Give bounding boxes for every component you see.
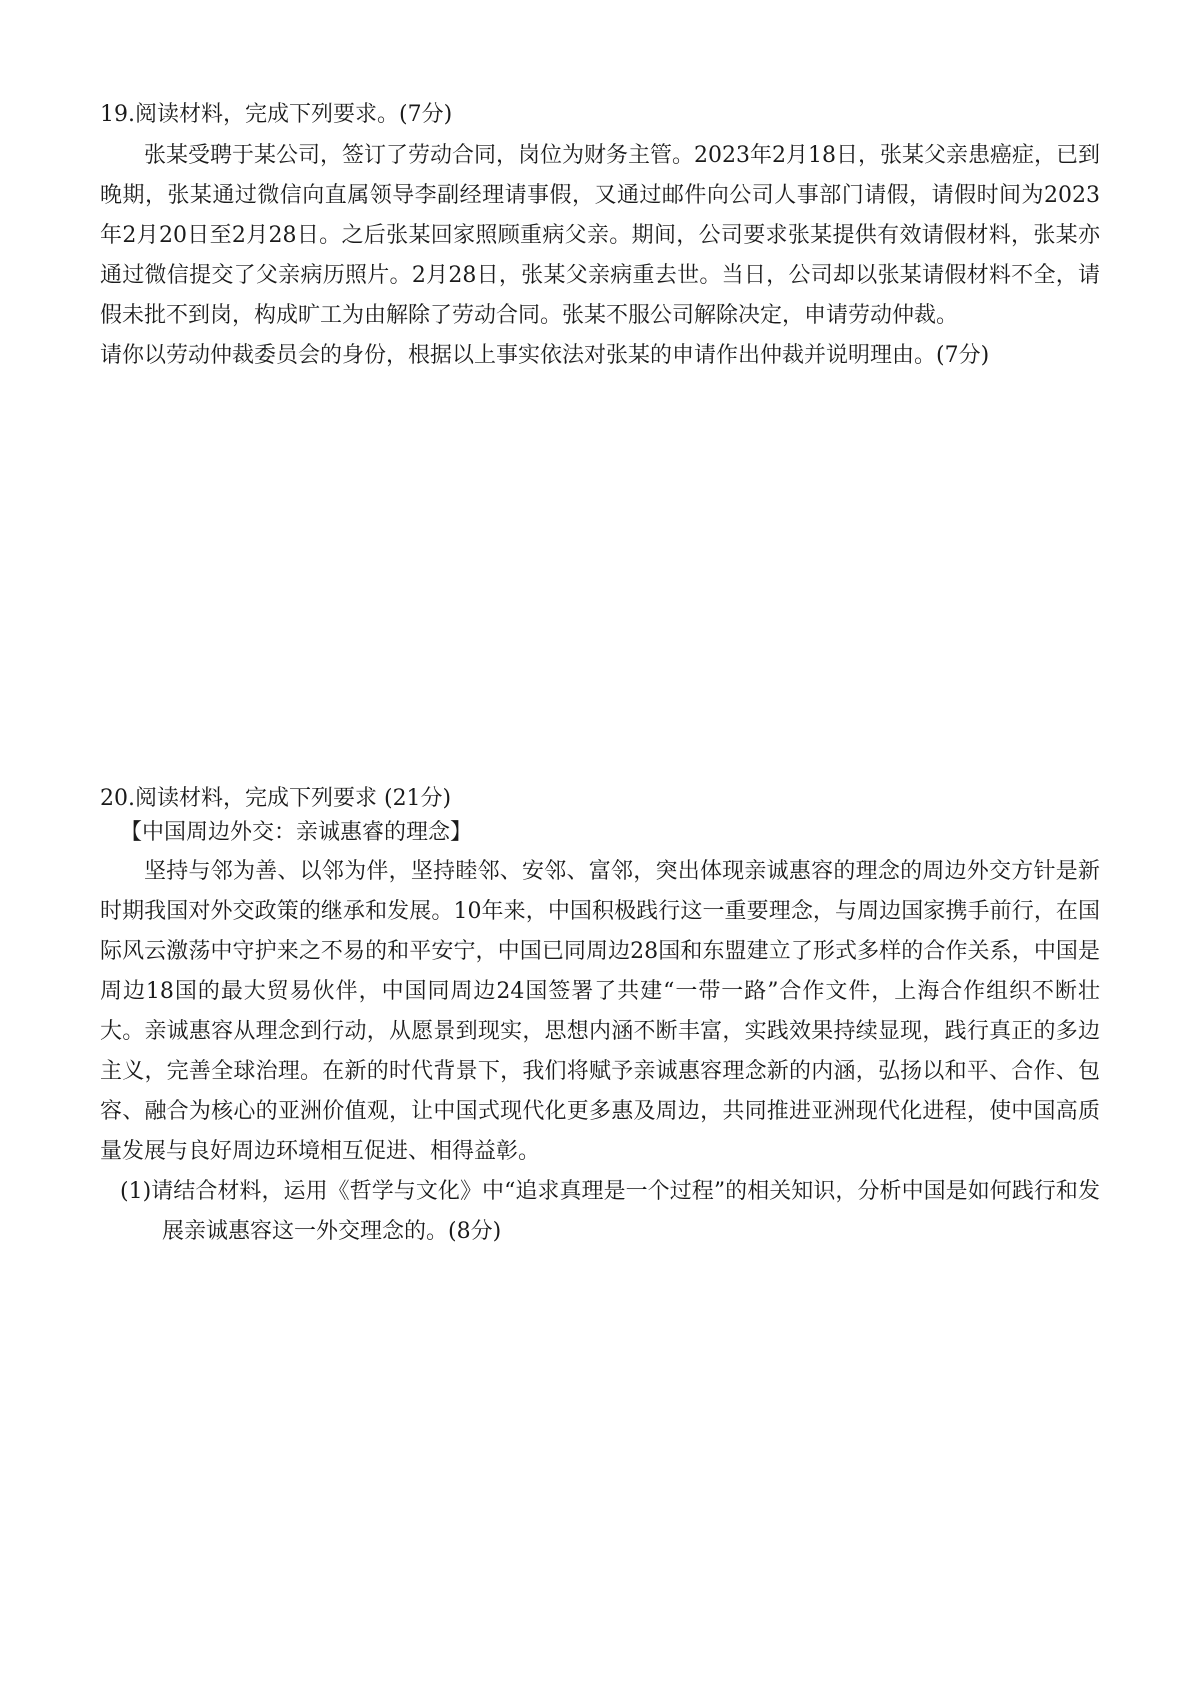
question-20-material: 坚持与邻为善、以邻为伴，坚持睦邻、安邻、富邻，突出体现亲诚惠容的理念的周边外交方针是新时期我国对外交政策的继承和发展。10年来，中国积极践行这一重要理念，与周边国家携手前行，在国际风云激荡中守护来之不易的和平安宁，中国已同周边28国和东盟建立了形式多样的合作关系，中国是周边18国的最大贸易伙伴，中国同周边24国签署了共建“一带一路”合作文件，上海合作组织不断壮大。亲诚惠容从理念到行动，从愿景到现实，思想内涵不断丰富，实践效果持续显现，践行真正的多边主义，完善全球治理。在新的时代背景下，我们将赋予亲诚惠容理念新的内涵，弘扬以和平、合作、包容、融合为核心的亚洲价值观，让中国式现代化更多惠及周边，共同推进亚洲现代化进程，使中国高质量发展与良好周边环境相互促进、相得益彰。	[100, 859, 1100, 1164]
question-19-material: 张某受聘于某公司，签订了劳动合同，岗位为财务主管。2023年2月18日，张某父亲患癌症，已到晚期，张某通过微信向直属领导李副经理请事假，又通过邮件向公司人事部门请假，请假时间为2023年2月20日至2月28日。之后张某回家照顾重病父亲。期间，公司要求张某提供有效请假材料，张某亦通过微信提交了父亲病历照片。2月28日，张某父亲病重去世。当日，公司却以张某请假材料不全，请假未批不到岗，构成旷工为由解除了劳动合同。张某不服公司解除决定，申请劳动仲裁。	[100, 143, 1100, 328]
question-19	[100, 98, 1100, 376]
question-20	[100, 782, 1100, 1252]
question-19-title: 19.阅读材料，完成下列要求。(7分)	[100, 102, 453, 127]
question-19-requirement: 请你以劳动仲裁委员会的身份，根据以上事实依法对张某的申请作出仲裁并说明理由。(7分)	[100, 343, 990, 368]
question-20-title: 20.阅读材料，完成下列要求 (21分)	[100, 786, 452, 811]
question-20-sub-question-1: (1)请结合材料，运用《哲学与文化》中“追求真理是一个过程”的相关知识，分析中国是如何践行和发展亲诚惠容这一外交理念的。(8分)	[120, 1179, 1100, 1244]
question-20-subheading: 【中国周边外交：亲诚惠睿的理念】	[120, 820, 473, 845]
